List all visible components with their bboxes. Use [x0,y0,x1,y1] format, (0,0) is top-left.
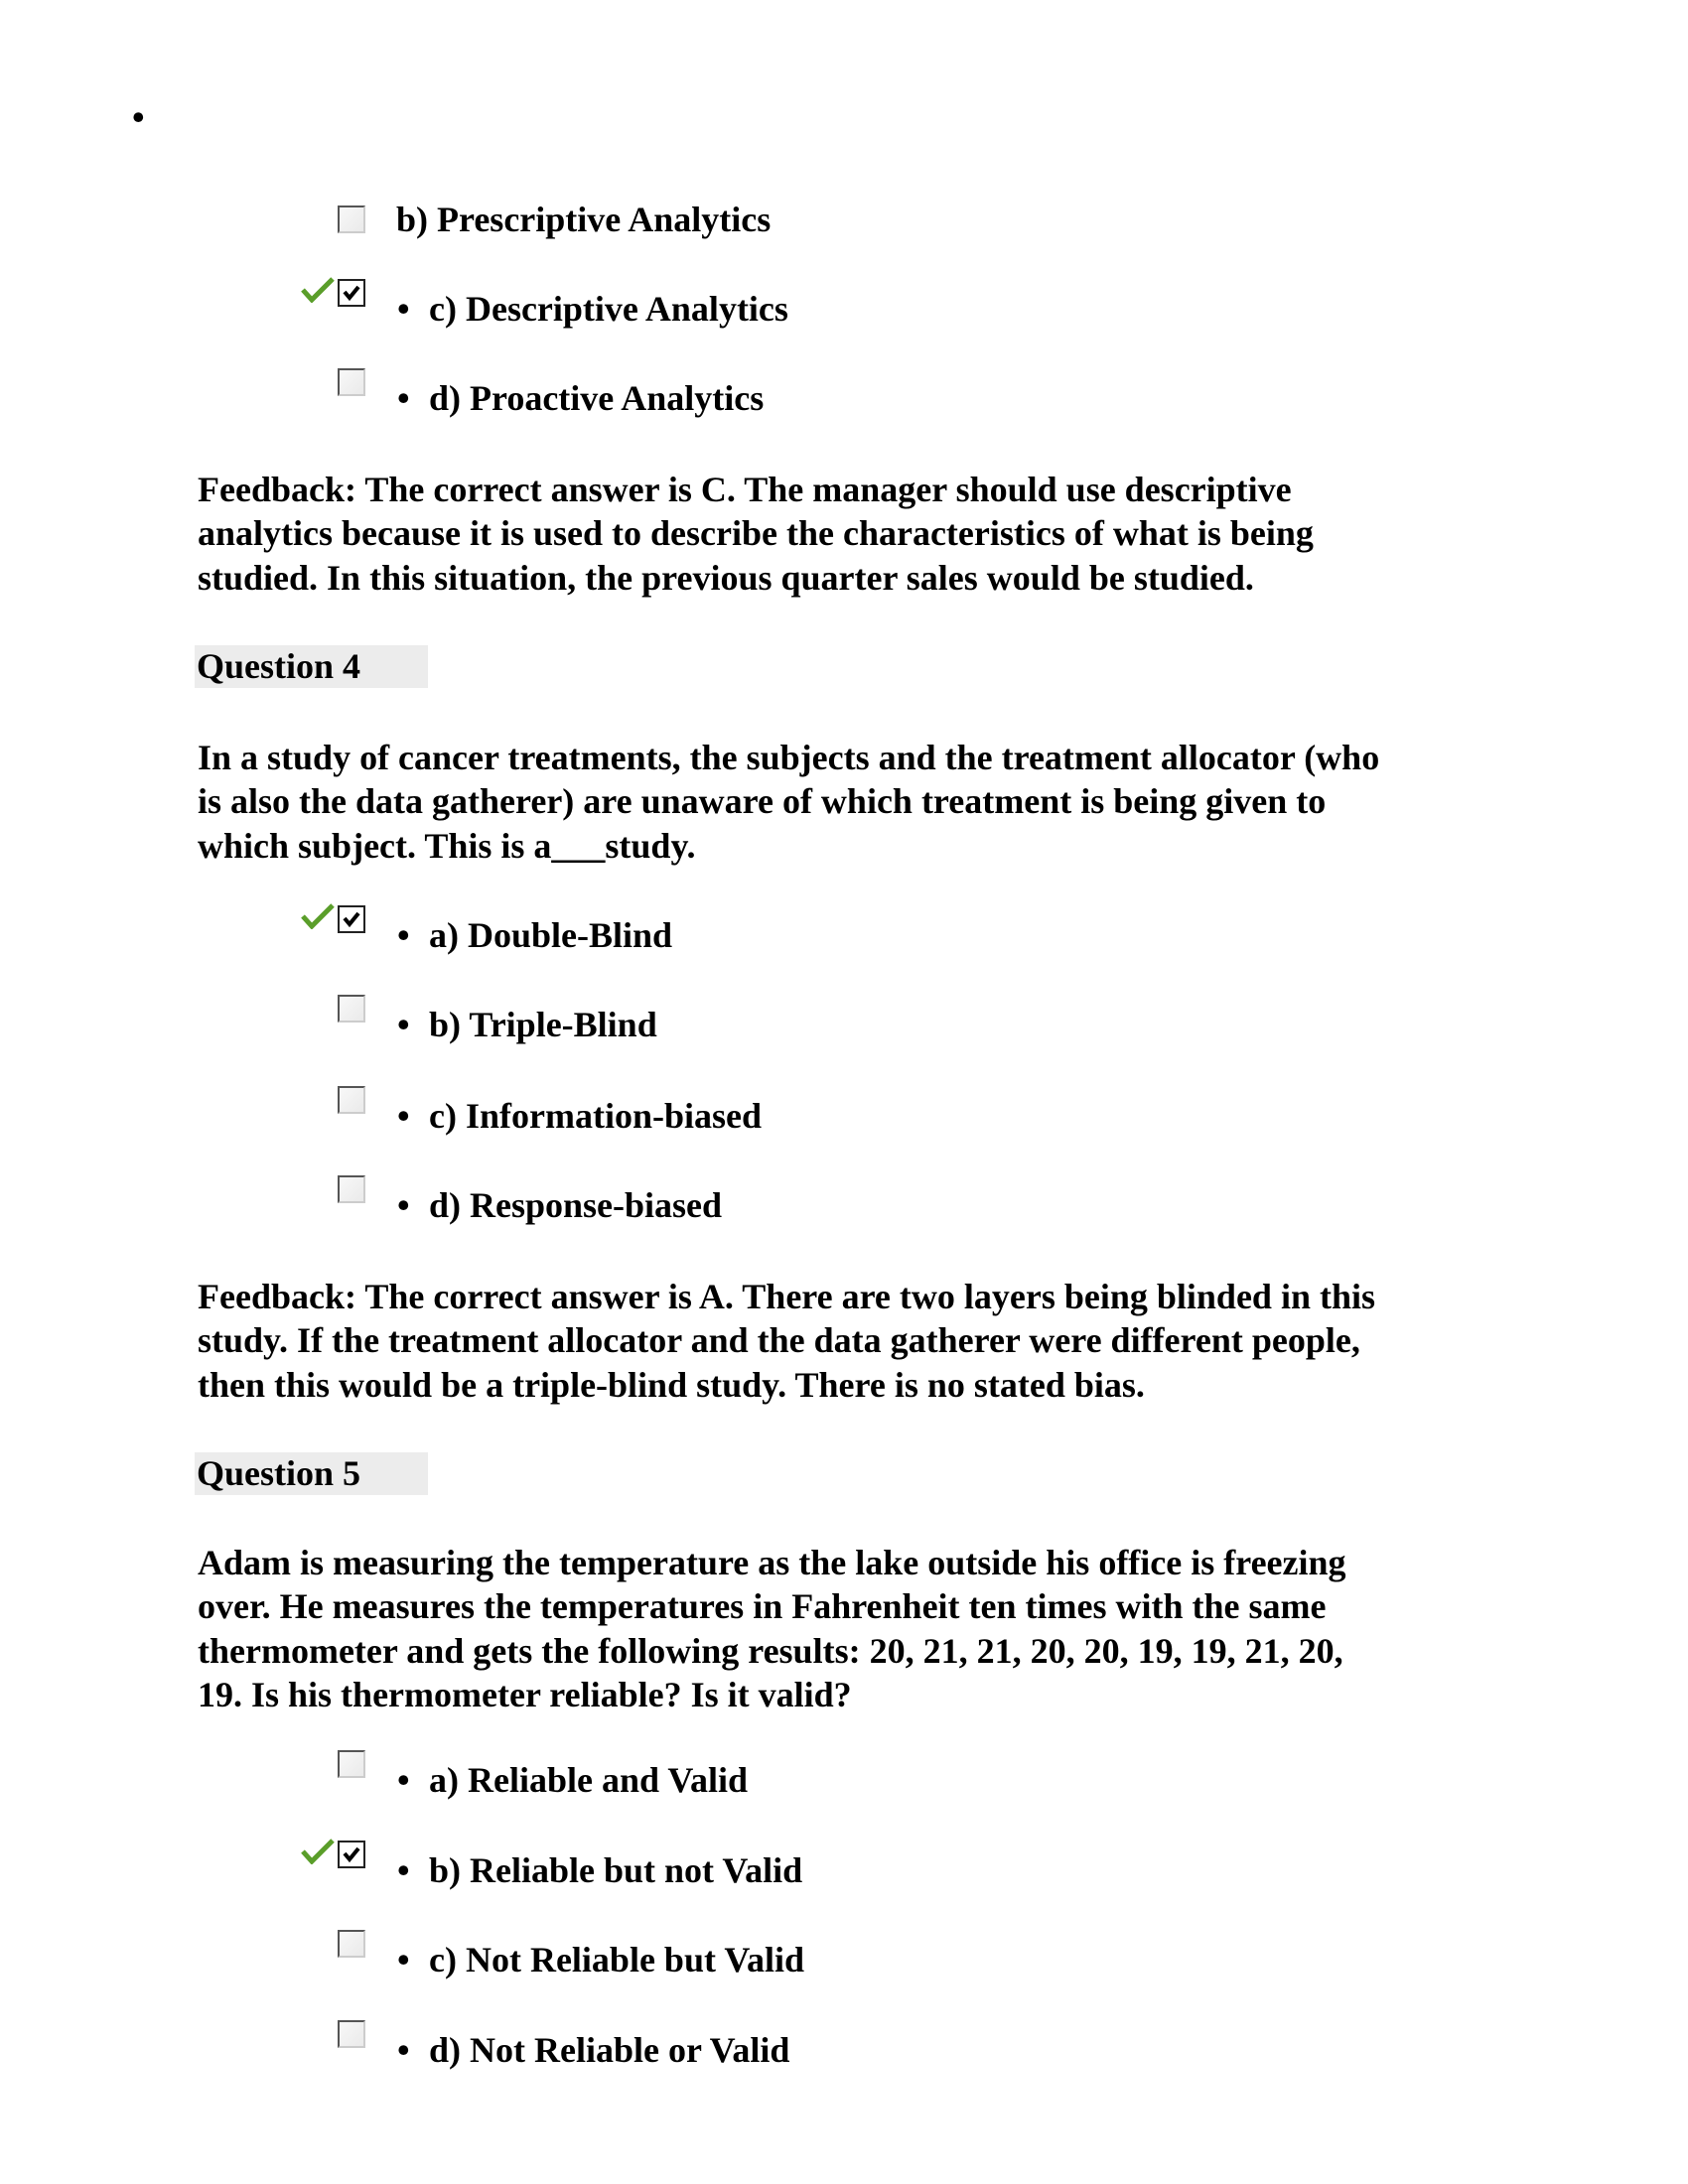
answer-checkbox[interactable] [338,1750,365,1778]
answer-checkbox[interactable] [338,995,365,1023]
answer-checkbox[interactable] [338,368,365,396]
question-text-line: which subject. This is a___study. [198,825,696,866]
answer-checkbox[interactable] [338,1175,365,1203]
bullet: • [397,1940,410,1979]
answer-checkbox[interactable] [338,205,365,233]
feedback-line: Feedback: The correct answer is A. There are two layers being blinded in this [198,1277,1375,1316]
question-text-line: Adam is measuring the temperature as the lake outside his office is freezing [198,1543,1346,1582]
feedback-line: study. If the treatment allocator and the data gatherer were different people, [198,1320,1360,1361]
answer-checkbox[interactable] [338,1841,365,1868]
answer-option-label: a) Double-Blind [429,915,673,955]
bullet: • [397,1096,410,1136]
question-text-line: 19. Is his thermometer reliable? Is it valid? [198,1674,852,1714]
answer-checkbox[interactable] [338,279,365,307]
correct-answer-check-icon [301,1839,335,1869]
answer-option-label: c) Not Reliable but Valid [429,1940,805,1979]
question-text-line: thermometer and gets the following results: 20, 21, 21, 20, 20, 19, 19, 21, 20, [198,1630,1343,1671]
correct-answer-check-icon [301,903,335,934]
bullet: • [397,2030,410,2070]
answer-option-label: a) Reliable and Valid [429,1760,749,1800]
bullet: • [397,915,410,955]
feedback-line: Feedback: The correct answer is C. The manager should use descriptive [198,470,1292,509]
question-text-line: In a study of cancer treatments, the subjects and the treatment allocator (who [198,738,1380,777]
answer-option-label: d) Response-biased [429,1185,723,1225]
answer-checkbox[interactable] [338,1086,365,1114]
answer-option-label: c) Information-biased [429,1096,762,1136]
answer-option-label: d) Proactive Analytics [429,378,765,418]
answer-option-label: d) Not Reliable or Valid [429,2030,790,2070]
feedback-line: analytics because it is used to describe the characteristics of what is being [198,513,1314,554]
answer-checkbox[interactable] [338,905,365,933]
question-text-line: is also the data gatherer) are unaware of which treatment is being given to [198,781,1327,822]
question-5-heading: Question 5 [195,1452,428,1495]
answer-option-label: b) Reliable but not Valid [429,1850,803,1890]
correct-answer-check-icon [301,277,335,308]
answer-option-label: c) Descriptive Analytics [429,289,788,329]
bullet: • [397,1005,410,1044]
feedback-line: studied. In this situation, the previous quarter sales would be studied. [198,557,1254,598]
bullet: • [397,289,410,329]
bullet: • [397,1185,410,1225]
stray-bullet: • [132,97,145,137]
question-4-heading: Question 4 [195,645,428,688]
bullet: • [397,378,410,418]
answer-option-label: b) Triple-Blind [429,1005,657,1044]
question-text-line: over. He measures the temperatures in Fahrenheit ten times with the same [198,1586,1327,1627]
answer-option-label: b) Prescriptive Analytics [396,200,772,239]
answer-checkbox[interactable] [338,1930,365,1958]
bullet: • [397,1760,410,1800]
feedback-line: then this would be a triple-blind study. There is no stated bias. [198,1364,1145,1405]
bullet: • [397,1850,410,1890]
answer-checkbox[interactable] [338,2020,365,2048]
